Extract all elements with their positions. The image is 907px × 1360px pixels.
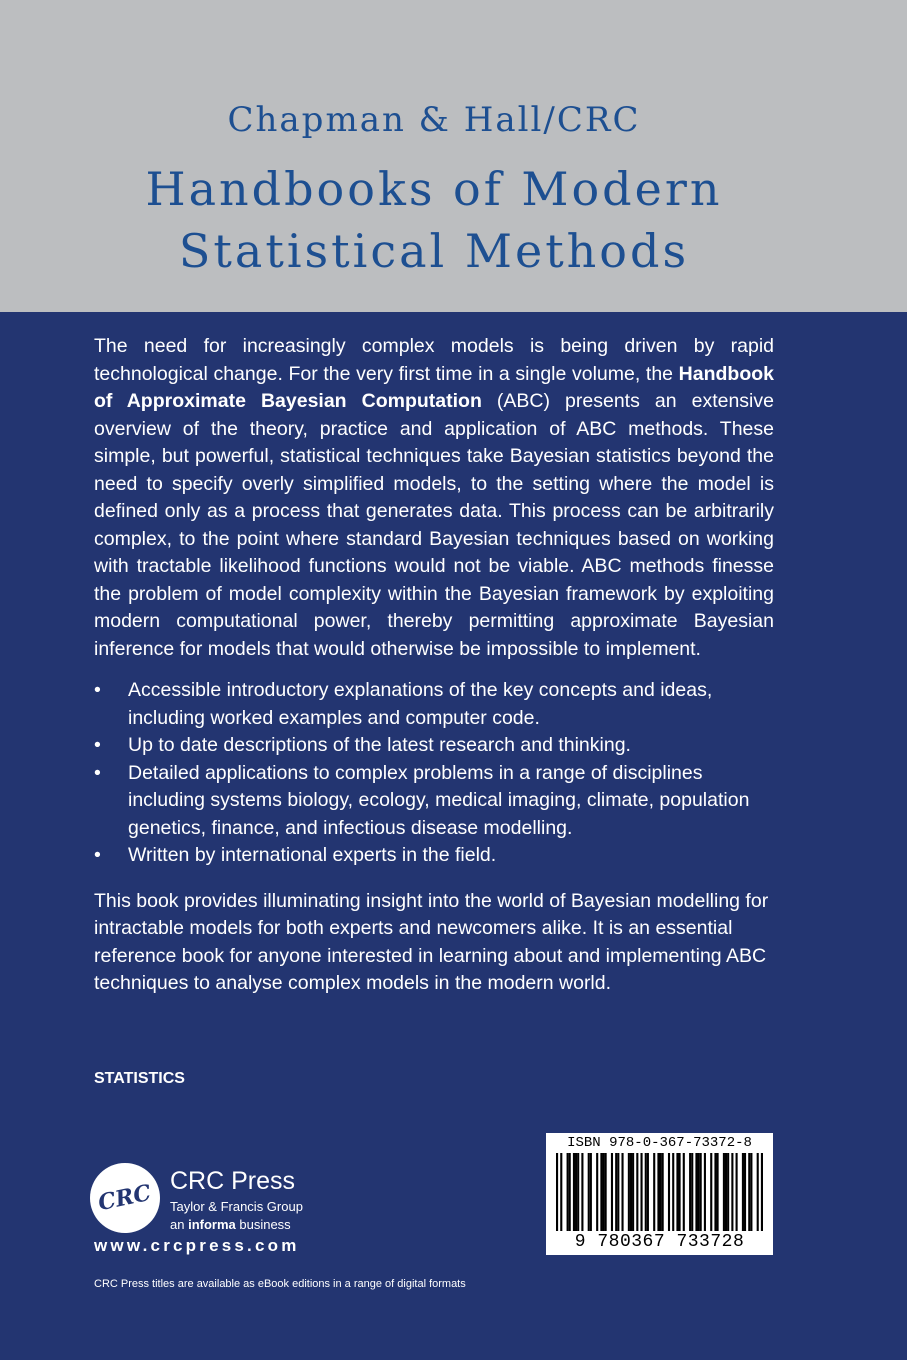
barcode-bar: [647, 1153, 649, 1231]
barcode-bar: [676, 1153, 678, 1231]
barcode-bar: [672, 1153, 674, 1231]
barcode-bar: [645, 1153, 647, 1231]
barcode-bar: [588, 1153, 590, 1231]
bullet-icon: •: [94, 679, 101, 701]
publisher-group: Taylor & Francis Group: [170, 1199, 303, 1214]
feature-list: [94, 677, 774, 870]
barcode-bar: [710, 1153, 712, 1231]
barcode-bar: [704, 1153, 706, 1231]
barcode-bar: [581, 1153, 583, 1231]
barcode-bar: [744, 1153, 746, 1231]
barcode-bar: [628, 1153, 630, 1231]
bullet-icon: •: [94, 844, 101, 866]
crc-logo-icon: [90, 1163, 160, 1233]
barcode-bar: [605, 1153, 607, 1231]
barcode-bar: [636, 1153, 638, 1231]
barcode-digits: 9 780367 733728: [574, 1232, 745, 1252]
barcode-bar: [567, 1153, 569, 1231]
barcode-bar: [750, 1153, 752, 1231]
list-item: [94, 732, 774, 760]
barcode-bar: [575, 1153, 577, 1231]
list-item: [94, 842, 774, 870]
header-band: [0, 0, 907, 312]
barcode-bar: [757, 1153, 759, 1231]
barcode-bar: [577, 1153, 579, 1231]
publisher-logo-text: [170, 1166, 303, 1234]
bullet-icon: •: [94, 734, 101, 756]
barcode-bar: [736, 1153, 738, 1231]
barcode-bar: [695, 1153, 697, 1231]
series-title-line-2: Statistical Methods: [178, 224, 690, 278]
logo-letters: CRC: [96, 1179, 154, 1217]
publisher-name: CRC Press: [170, 1167, 296, 1195]
barcode-bar: [683, 1153, 685, 1231]
barcode-bar: [640, 1153, 642, 1231]
barcode-bar: [761, 1153, 763, 1231]
barcode-bar: [615, 1153, 617, 1231]
barcode-bar: [590, 1153, 592, 1231]
barcode-bar: [691, 1153, 693, 1231]
barcode-bar: [602, 1153, 604, 1231]
barcode-bar: [727, 1153, 729, 1231]
barcode-bar: [653, 1153, 655, 1231]
barcode-bar: [632, 1153, 634, 1231]
barcode-bar: [573, 1153, 575, 1231]
barcode-bar: [725, 1153, 727, 1231]
isbn-label: ISBN 978-0-367-73372-8: [567, 1135, 752, 1151]
barcode-bar: [679, 1153, 681, 1231]
feature-text: Detailed applications to complex problems in a range of disciplines including systems biology, ecology, medical imaging, climate, population genetics, finance, and infectious disease modelling.: [128, 761, 750, 839]
barcode-bar: [560, 1153, 562, 1231]
barcode-bar: [630, 1153, 632, 1231]
closing-paragraph: This book provides illuminating insight into the world of Bayesian modelling for intractable models for both experts and newcomers alike. It is an essential reference book for anyone interested in learning about and implementing ABC techniques to analyse complex models in the modern world.: [94, 889, 769, 994]
barcode-bar: [569, 1153, 571, 1231]
list-item: [94, 677, 774, 732]
book-title: Handbook of Approximate Bayesian Computation: [94, 362, 774, 412]
barcode-bar: [714, 1153, 716, 1231]
informa-suffix: business: [235, 1217, 291, 1232]
feature-text: Written by international experts in the field.: [128, 844, 497, 866]
intro-text-start: The need for increasingly complex models is being driven by rapid technological change. For the very first time in a single volume, the: [94, 335, 774, 385]
subject-category: STATISTICS: [94, 1070, 185, 1087]
book-description: [94, 333, 774, 998]
informa-word: informa: [188, 1217, 236, 1232]
barcode-bar: [731, 1153, 733, 1231]
barcode-bar: [723, 1153, 725, 1231]
ebook-note: CRC Press titles are available as eBook editions in a range of digital formats: [94, 1278, 466, 1290]
feature-text: Accessible introductory explanations of the key concepts and ideas, including worked examples and computer code.: [128, 679, 713, 729]
barcode-bar: [717, 1153, 719, 1231]
barcode-bar: [689, 1153, 691, 1231]
barcode-bar: [596, 1153, 598, 1231]
barcode-bar: [556, 1153, 558, 1231]
series-title: [0, 158, 868, 282]
barcode-bar: [698, 1153, 700, 1231]
intro-text-end: (ABC) presents an extensive overview of the theory, practice and application of ABC methods. These simple, but powerful, statistical techniques take Bayesian statistics beyond the need to specify overly simplified models, to the setting where the model is defined only as a process that generates data. This process can be arbitrarily complex, to the point where standard Bayesian techniques based on working with tractable likelihood functions would not be viable. ABC methods finesse the problem of model complexity within the Bayesian framework by exploiting modern computational power, thereby permitting approximate Bayesian inference for models that would otherwise be impossible to implement.: [94, 390, 774, 660]
barcode-bar: [662, 1153, 664, 1231]
series-publisher: Chapman & Hall/CRC: [227, 100, 641, 140]
publisher-website: www.crcpress.com: [94, 1236, 300, 1255]
informa-prefix: an: [170, 1217, 189, 1232]
bullet-icon: •: [94, 761, 101, 784]
barcode-bar: [660, 1153, 662, 1231]
barcode-bars: [556, 1153, 763, 1231]
barcode-bar: [657, 1153, 659, 1231]
barcode-bar: [600, 1153, 602, 1231]
barcode-bar: [621, 1153, 623, 1231]
isbn-barcode: [546, 1133, 773, 1255]
barcode-bar: [748, 1153, 750, 1231]
barcode-bar: [617, 1153, 619, 1231]
feature-text: Up to date descriptions of the latest research and thinking.: [128, 734, 631, 756]
intro-paragraph: [94, 333, 774, 663]
informa-tagline: [170, 1216, 303, 1234]
barcode-bar: [668, 1153, 670, 1231]
barcode-bar: [611, 1153, 613, 1231]
barcode-bar: [700, 1153, 702, 1231]
list-item: [94, 760, 774, 843]
barcode-bar: [742, 1153, 744, 1231]
series-title-line-1: Handbooks of Modern: [145, 162, 723, 216]
